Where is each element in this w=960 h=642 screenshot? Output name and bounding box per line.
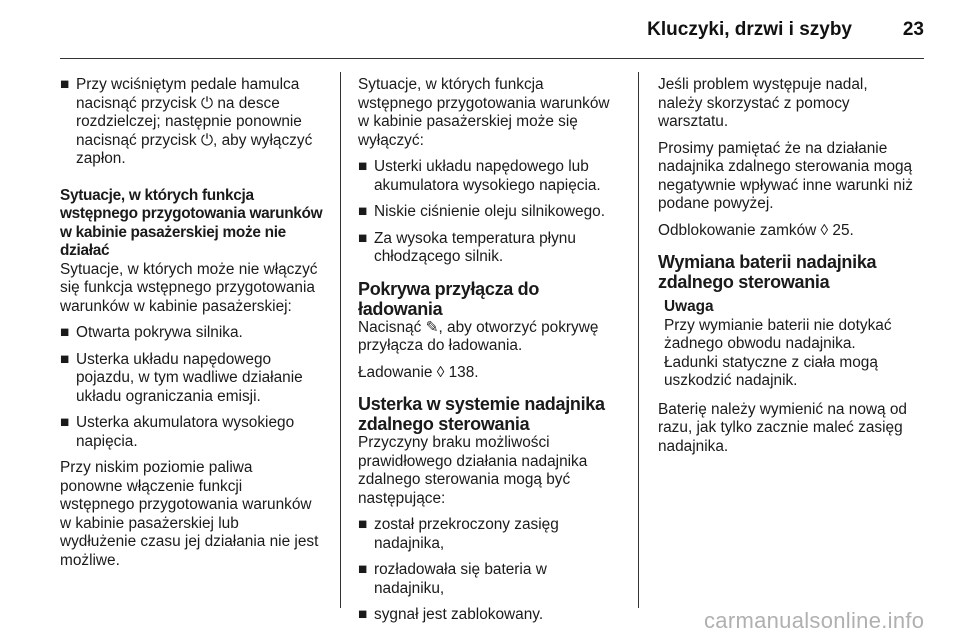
- column-divider: [638, 72, 639, 608]
- text-line: wstępnego przygotowania warunków: [60, 496, 312, 513]
- text-line: ładowania: [358, 298, 443, 319]
- bullet-item: [60, 76, 328, 169]
- note-text: [664, 317, 924, 391]
- text-line: wydłużenie czasu jej działania nie jest: [60, 533, 319, 550]
- text-line: możliwe.: [60, 551, 120, 569]
- bullet-text: [374, 606, 622, 625]
- bullet-item: [358, 606, 622, 625]
- text-line: Ładunki statyczne z ciała mogą: [664, 353, 878, 371]
- text-line: przyłącza do ładowania.: [358, 337, 523, 354]
- text-line: żadnego obwodu nadajnika.: [664, 335, 856, 352]
- text-line: nacisnąć przycisk ⏻, aby wyłączyć: [76, 131, 313, 149]
- text-line: Przy niskim poziomie paliwa: [60, 459, 253, 476]
- bullet-item: [60, 414, 328, 451]
- text-line: nadajnika,: [374, 534, 445, 552]
- bullet-text: [374, 561, 622, 598]
- text-line: Sytuacje, w których funkcja: [60, 186, 254, 204]
- text-line: razu, jak tylko zacznie maleć zasięg: [658, 419, 903, 436]
- text-line: w kabinie pasażerskiej lub: [60, 514, 239, 532]
- chapter-title: Kluczyki, drzwi i szyby: [647, 19, 852, 40]
- paragraph: [60, 459, 328, 570]
- paragraph: [358, 76, 622, 150]
- text-line: się funkcja wstępnego przygotowania: [60, 279, 315, 296]
- text-line: nadajnika zdalnego sterowania mogą: [658, 158, 913, 175]
- bullet-text: [76, 351, 328, 407]
- text-line: Pokrywa przyłącza do: [358, 278, 540, 299]
- watermark: carmanualsonline.info: [704, 608, 925, 633]
- note-box: [658, 298, 924, 391]
- text-line: w kabinie pasażerskiej może się: [358, 113, 578, 130]
- text-line: zdalnego sterowania mogą być: [358, 471, 571, 488]
- bullet-text: [76, 76, 328, 169]
- bullet-marker: ■: [358, 203, 368, 220]
- text-line: nadajniku,: [374, 579, 445, 597]
- text-line: uszkodzić nadajnik.: [664, 372, 798, 389]
- text-line: Prosimy pamiętać że na działanie: [658, 139, 888, 157]
- text-line: nacisnąć przycisk ⏻ na desce: [76, 94, 280, 112]
- note-label: Uwaga: [664, 298, 714, 315]
- column-1: [60, 76, 328, 578]
- paragraph: [658, 401, 924, 457]
- text-line: zdalnego sterowania: [358, 414, 530, 434]
- bullet-text: [76, 324, 328, 343]
- cross-reference: [358, 364, 622, 383]
- text-line: Przy wciśniętym pedale hamulca: [76, 76, 300, 93]
- bullet-item: [358, 561, 622, 598]
- text-line: pojazdu, w tym wadliwe działanie: [76, 369, 303, 386]
- text-line: nadajnika.: [658, 437, 729, 455]
- bullet-text: [374, 158, 622, 195]
- column-2: [358, 76, 622, 633]
- text-line: Usterka w systemie nadajnika: [358, 394, 605, 414]
- text-line: wyłączyć:: [358, 131, 424, 149]
- text-line: chłodzącego silnik.: [374, 248, 504, 265]
- paragraph: [60, 261, 328, 317]
- bullet-text: [76, 414, 328, 451]
- bullet-marker: ■: [358, 561, 368, 578]
- text-line: Usterki układu napędowego lub: [374, 158, 589, 175]
- text-line: rozładowała się bateria w: [374, 561, 547, 578]
- paragraph: [658, 140, 924, 214]
- text-line: negatywnie wpływać inne warunki niż: [658, 176, 913, 194]
- text-line: wstępnego przygotowania warunków: [60, 205, 323, 222]
- text-line: zdalnego sterowania: [658, 272, 830, 292]
- bullet-item: [358, 158, 622, 195]
- text-line: układu ograniczania emisji.: [76, 387, 261, 405]
- paragraph: [358, 319, 622, 356]
- bullet-item: [358, 203, 622, 222]
- section-heading: [358, 394, 622, 434]
- bullet-text: [374, 230, 622, 267]
- section-heading: [658, 252, 924, 292]
- paragraph: [358, 434, 622, 508]
- paragraph: [658, 76, 924, 132]
- text-line: akumulatora wysokiego napięcia.: [374, 176, 601, 194]
- bullet-text: [374, 203, 622, 222]
- bullet-marker: ■: [60, 350, 70, 368]
- bullet-item: [60, 351, 328, 407]
- text-line: Jeśli problem występuje nadal,: [658, 76, 868, 93]
- text-line: napięcia.: [76, 432, 138, 450]
- text-line: Baterię należy wymienić na nową od: [658, 400, 907, 418]
- text-line: warunków w kabinie pasażerskiej:: [60, 297, 292, 315]
- text-line: sygnał jest zablokowany.: [374, 606, 544, 623]
- text-line: Ładowanie ◊ 138.: [358, 363, 479, 381]
- text-line: wstępnego przygotowania warunków: [358, 94, 610, 112]
- page-header: [60, 18, 924, 59]
- text-line: Sytuacje, w których funkcja: [358, 76, 544, 93]
- section-heading: [358, 279, 622, 319]
- section-heading: [60, 187, 328, 261]
- bullet-item: [358, 230, 622, 267]
- page-number: 23: [902, 19, 924, 40]
- bullet-marker: ■: [358, 516, 368, 533]
- column-3: [658, 76, 924, 464]
- text-line: prawidłowego działania nadajnika: [358, 452, 588, 470]
- text-line: Sytuacje, w których może nie włączyć: [60, 260, 318, 278]
- bullet-marker: ■: [358, 158, 368, 175]
- text-line: Przy wymianie baterii nie dotykać: [664, 316, 892, 334]
- bullet-marker: ■: [358, 229, 368, 247]
- bullet-text: [374, 516, 622, 553]
- text-line: Za wysoka temperatura płynu: [374, 229, 576, 247]
- bullet-marker: ■: [60, 324, 70, 341]
- text-line: podane powyżej.: [658, 195, 774, 212]
- text-line: ponowne włączenie funkcji: [60, 477, 243, 495]
- cross-reference: [658, 222, 924, 241]
- text-line: zapłon.: [76, 150, 126, 167]
- bullet-marker: ■: [358, 606, 368, 623]
- text-line: Przyczyny braku możliwości: [358, 434, 550, 451]
- bullet-item: [358, 516, 622, 553]
- text-line: został przekroczony zasięg: [374, 516, 559, 533]
- column-divider: [340, 72, 341, 608]
- text-line: Wymiana baterii nadajnika: [658, 252, 877, 272]
- text-line: następujące:: [358, 489, 446, 507]
- text-line: działać: [60, 242, 110, 259]
- text-line: w kabinie pasażerskiej może nie: [60, 223, 286, 241]
- text-line: Usterka układu napędowego: [76, 350, 272, 368]
- text-line: Odblokowanie zamków ◊ 25.: [658, 221, 854, 239]
- text-line: należy skorzystać z pomocy: [658, 94, 850, 112]
- bullet-marker: ■: [60, 76, 70, 93]
- text-line: Nacisnąć ✎, aby otworzyć pokrywę: [358, 318, 599, 336]
- text-line: Otwarta pokrywa silnika.: [76, 324, 243, 341]
- text-line: Niskie ciśnienie oleju silnikowego.: [374, 203, 605, 220]
- text-line: warsztatu.: [658, 113, 729, 130]
- bullet-marker: ■: [60, 414, 70, 431]
- bullet-item: [60, 324, 328, 343]
- text-line: rozdzielczej; następnie ponownie: [76, 113, 302, 130]
- text-line: Usterka akumulatora wysokiego: [76, 414, 295, 431]
